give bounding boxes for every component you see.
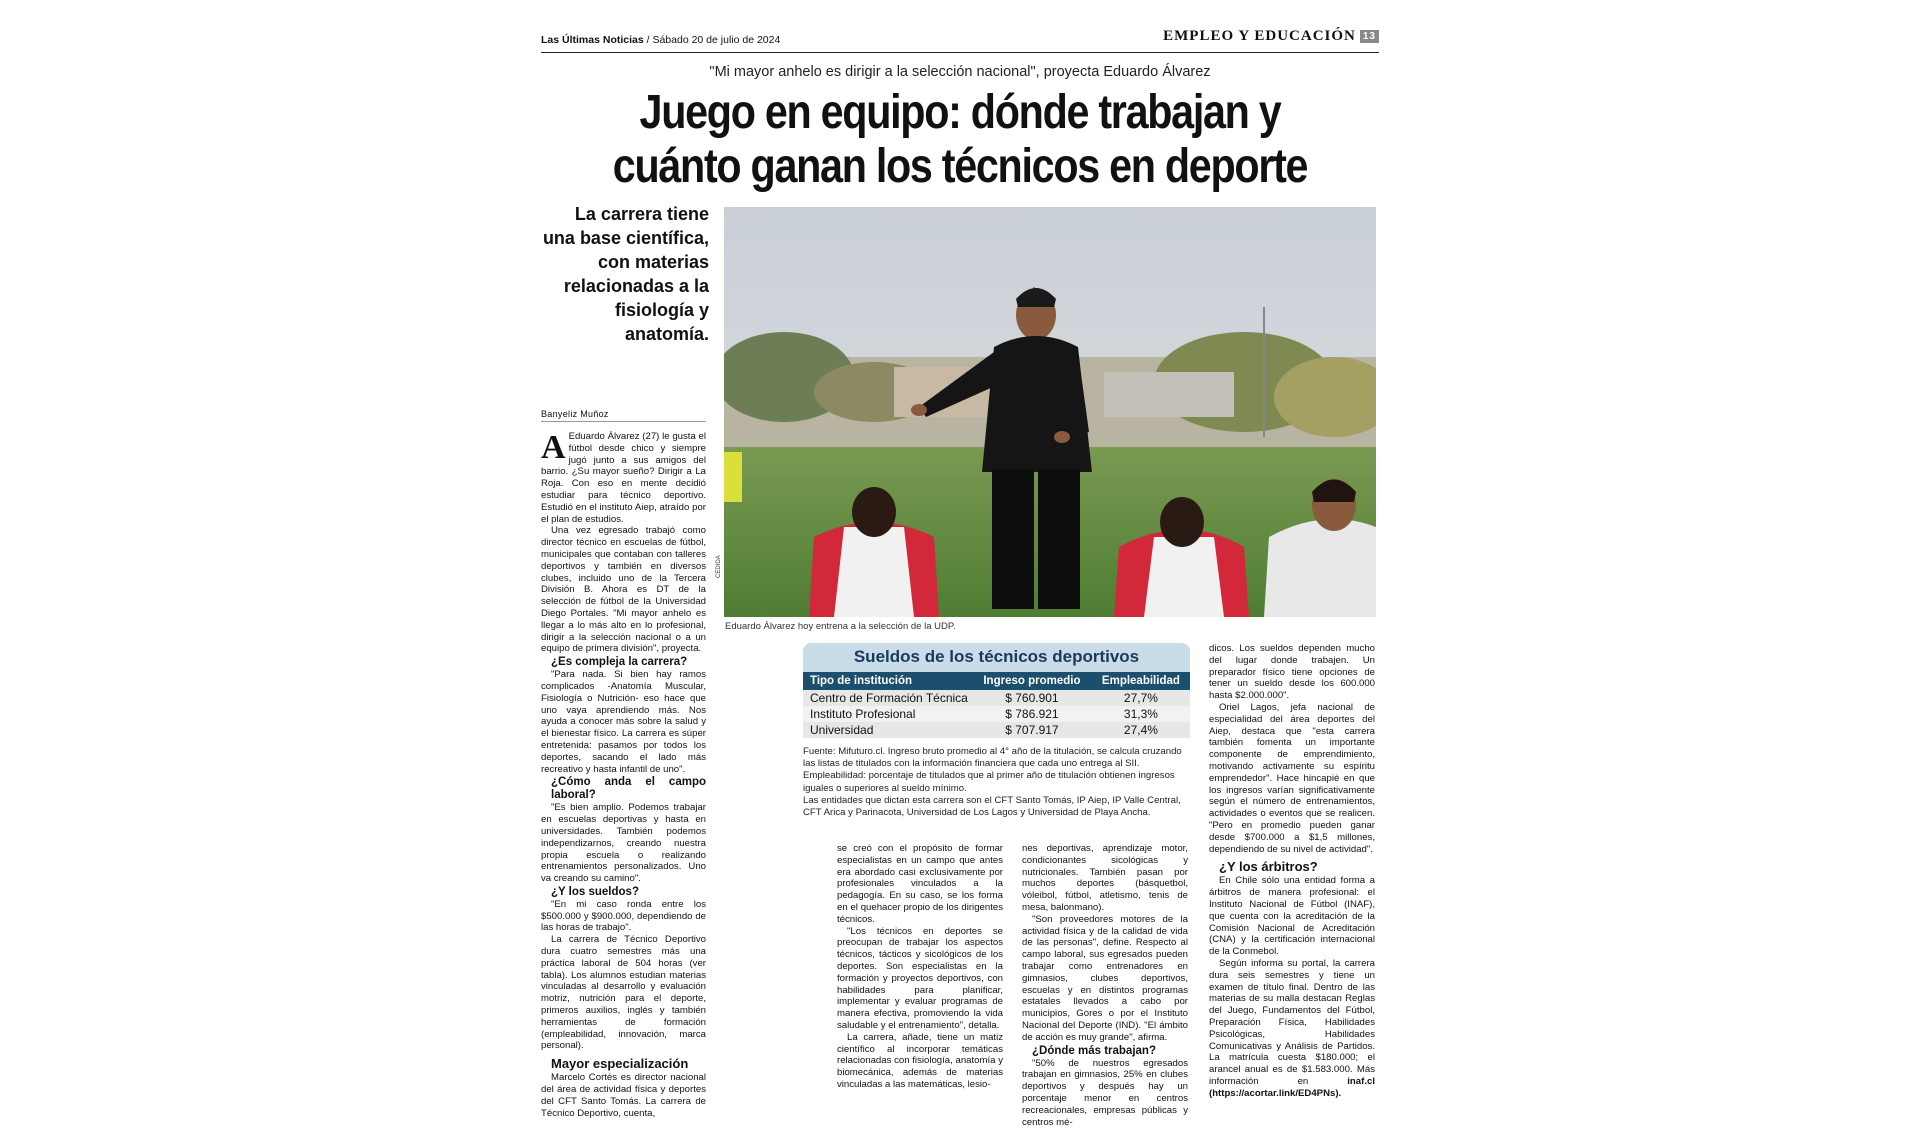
paragraph: "Son proveedores motores de la actividad física y de la calidad de vida de las personas", define. Respecto al campo laboral, sus egresados pueden trabajar como entrenadores en gimnasios, clubes deportivos, escuelas y en distintos programas estatales llevados a cabo por municipios, Gores o por el Instituto Nacional del Deporte (IND). "El ámbito de acción es muy grande", afirma. xyxy=(1022,913,1188,1043)
dropcap: A xyxy=(541,429,566,466)
paragraph: se creó con el propósito de formar especialistas en un campo que antes era abordado casi exclusivamente por profesionales vinculados a la pedagogía. En su caso, se los forma en el quehacer propio de los dirigentes técnicos. xyxy=(837,843,1003,925)
answer: "En mi caso ronda entre los $500.000 y $900.000, dependiendo de las horas de trabajo". xyxy=(541,898,706,934)
table-title: Sueldos de los técnicos deportivos xyxy=(803,643,1190,672)
photo-credit: CEDIDA xyxy=(716,555,722,578)
coach-photo-illustration xyxy=(724,207,1376,617)
photo-caption: Eduardo Álvarez hoy entrena a la selección de la UDP. xyxy=(725,621,956,632)
table-row: Instituto Profesional $ 786.921 31,3% xyxy=(803,706,1190,722)
paper-name-date xyxy=(541,34,780,46)
paragraph: La carrera de Técnico Deportivo dura cuatro semestres más una práctica laboral de 504 horas (ver tabla). Los alumnos estudian materias vinculadas al desarrollo y evaluación motriz, nutrición para el deporte, primeros auxilios, inglés y también herramientas de formación (empleabilidad, innovación, marca personal). xyxy=(541,934,706,1052)
answer: "Para nada. Si bien hay ramos complicados -Anatomía Muscular, Fisiología o Nutrición- eso hace que uno vaya aprendiendo más. Nos ayuda a conocer más sobre la salud y el bienestar físico. La carrera es súper entretenida: pasamos por todos los deportes, sacando el lado más recreativo y hasta infantil de uno". xyxy=(541,669,706,775)
paragraph: Según informa su portal, la carrera dura seis semestres y tiene un examen de título final. Dentro de las materias de su malla destacan Reglas del Juego, Fundamentos del Fútbol, Preparación Física, Habilidades Psicológicas, Habilidades Comunicativas y Análisis de Partidos. La matrícula cuesta $180.000; el arancel anual es de $1.583.000. Más información en inaf.cl (https://acortar.link/ED4PNs). xyxy=(1209,957,1375,1099)
question: ¿Es compleja la carrera? xyxy=(551,656,688,669)
page-number: 13 xyxy=(1360,30,1379,43)
short-link[interactable]: (https://acortar.link/ED4PNs). xyxy=(1209,1087,1342,1099)
headline: Juego en equipo: dónde trabajan y cuánto ganan los técnicos en deporte xyxy=(612,86,1308,193)
kicker: "Mi mayor anhelo es dirigir a la selección nacional", proyecta Eduardo Álvarez xyxy=(709,64,1211,80)
lead-text: La carrera tiene una base científica, con materias relacionadas a la fisiología y anatomía. xyxy=(542,204,709,344)
paragraph: Una vez egresado trabajó como director técnico en escuelas de fútbol, municipales que contaban con talleres deportivos y también en diversos clubes, incluido uno de la Tercera División B. Ahora es DT de la selección de fútbol de la Universidad Diego Portales. "Mi mayor anhelo es llegar a lo más alto en lo profesional, dirigir a la selección nacional o a un equipo de primera división", proyecta. xyxy=(541,525,706,655)
issue-date: / Sábado 20 de julio de 2024 xyxy=(646,34,781,46)
salary-table xyxy=(803,643,1190,819)
answer: "50% de nuestros egresados trabajan en gimnasios, 25% en clubes deportivos y después hay un porcentaje menor en centros recreacionales, empresas públicas y centros mé- xyxy=(1022,1057,1188,1128)
byline: Banyeliz Muñoz xyxy=(541,409,706,422)
table-row: Centro de Formación Técnica $ 760.901 27,7% xyxy=(803,690,1190,706)
paragraph: Oriel Lagos, jefa nacional de especialidad del área deportes del Aiep, destaca que "esta carrera también fomenta un importante componente de emprendimiento, motivando activamente su espíritu emprendedor". Hace hincapié en que los ingresos varían significativamente según el número de entrenamientos, actividades o eventos que se realicen. "Pero en promedio pueden ganar desde $700.000 a $1,5 millones, dependiendo de su nivel de actividad". xyxy=(1209,701,1375,855)
paragraph: dicos. Los sueldos dependen mucho del lugar donde trabajen. Un preparador físico tiene opciones de tener un sueldo desde los 600.000 hasta $2.000.000". xyxy=(1209,643,1375,702)
paper-name: Las Últimas Noticias xyxy=(541,34,644,46)
article-photo xyxy=(724,207,1376,617)
question: ¿Y los sueldos? xyxy=(551,885,639,898)
table-header: Tipo de institución Ingreso promedio Empleabilidad xyxy=(803,672,1190,690)
table-body xyxy=(803,690,1190,738)
column-2 xyxy=(837,843,1003,1091)
question: ¿Cómo anda el campo laboral? xyxy=(551,776,706,802)
table-source: Fuente: Mifuturo.cl. Ingreso bruto promedio al 4° año de la titulación, se calcula cruzando las listas de titulados con la información financiera que cada uno entrega al SII. Empleabilidad: porcentaje de titulados que al primer año de titulación obtienen ingresos iguales o superiores al sueldo mínimo. Las entidades que dictan esta carrera son el CFT Santo Tomás, IP Aiep, IP Valle Central, CFT Arica y Parinacota, Universidad de Los Lagos y Universidad de Playa Ancha. xyxy=(803,746,1182,819)
paragraph: La carrera, añade, tiene un matiz científico al incorporar temáticas relacionadas con fisiología, anatomía y biomecánica, además de materias vinculadas a las matemáticas, lesio- xyxy=(837,1031,1003,1090)
paragraph: Marcelo Cortés es director nacional del área de actividad física y deportes del CFT Santo Tomás. La carrera de Técnico Deportivo, cuenta, xyxy=(541,1072,706,1119)
paragraph: En Chile sólo una entidad forma a árbitros de manera profesional: el Instituto Nacional de Fútbol (INAF), que cuenta con la acreditación de la Comisión Nacional de Acreditación (CNA) y la certificación internacional de la Conmebol. xyxy=(1209,875,1375,958)
question: ¿Dónde más trabajan? xyxy=(1032,1044,1156,1057)
column-4 xyxy=(1209,643,1375,1099)
table-row: Universidad $ 707.917 27,4% xyxy=(803,722,1190,738)
answer: "Es bien amplio. Podemos trabajar en escuelas deportivas y hasta en universidades. También podemos independizarnos, creando nuestra propia escuela o realizando entrenamientos personalizados. Uno va creando su camino". xyxy=(541,802,706,885)
section-title: EMPLEO Y EDUCACIÓN 13 xyxy=(1163,28,1379,45)
subheading: Mayor especialización xyxy=(551,1056,689,1072)
paragraph: nes deportivas, aprendizaje motor, condicionantes sicológicas y nutricionales. También pasan por muchos deportes (básquetbol, vóleibol, fútbol, atletismo, tenis de mesa, balonmano). xyxy=(1022,843,1188,913)
newspaper-page xyxy=(541,28,1379,1134)
column-1: A Eduardo Álvarez (27) le gusta el fútbol desde chico y siempre jugó junto a sus amigos del barrio. ¿Su mayor sueño? Dirigir a La Roja. Con eso en mente decidió estudiar para técnico deportivo. Estudió en el instituto Aiep, atraído por el plan de estudios. Una vez egresado trabajó como director técnico en escuelas de fútbol, municipales que contaban con talleres deportivos y también en diversos clubes, incluido uno de la Tercera División B. Ahora es DT de la selección de fútbol de la Universidad Diego Portales. "Mi mayor anhelo es llegar a lo más alto en lo profesional, dirigir a la selección nacional o a un equipo de primera división", proyecta. ¿Es compleja la carrera? "Para nada. Si bien hay ramos complicados -Anatomía Muscular, Fisiología o Nutrición- eso hace que uno vaya aprendiendo más. Nos ayuda a conocer más sobre la salud y el bienestar físico. La carrera es súper entretenida: pasamos por todos los deportes, sacando el lado más recreativo y hasta infantil de uno". ¿Cómo anda el campo laboral? "Es bien amplio. Podemos trabajar en escuelas deportivas y hasta en universidades. También podemos independizarnos, creando nuestra propia escuela o realizando entrenamientos personalizados. Uno va creando su camino". ¿Y los sueldos? "En mi caso ronda entre los $500.000 y $900.000, dependiendo de las horas de trabajo". La carrera de Técnico Deportivo dura cuatro semestres más una práctica laboral de 504 horas (ver tabla). Los alumnos estudian materias vinculadas al desarrollo y evaluación motriz, nutrición para el deporte, primeros auxilios, inglés y también herramientas de formación (empleabilidad, innovación, marca personal). Mayor especialización Marcelo Cortés es director nacional del área de actividad física y deportes del CFT Santo Tomás. La carrera de Técnico Deportivo, cuenta, xyxy=(541,429,706,1119)
inaf-link[interactable]: inaf.cl xyxy=(1347,1075,1375,1087)
subheading: ¿Y los árbitros? xyxy=(1219,859,1318,875)
paragraph: "Los técnicos en deportes se preocupan de trabajar los aspectos técnicos, tácticos y sicológicos de los deportes. Son especialistas en la formación y proyectos deportivos, con habilidades para planificar, implementar y evaluar programas de manera efectiva, promoviendo la vida saludable y el entrenamiento", detalla. xyxy=(837,925,1003,1031)
column-3 xyxy=(1022,843,1188,1128)
